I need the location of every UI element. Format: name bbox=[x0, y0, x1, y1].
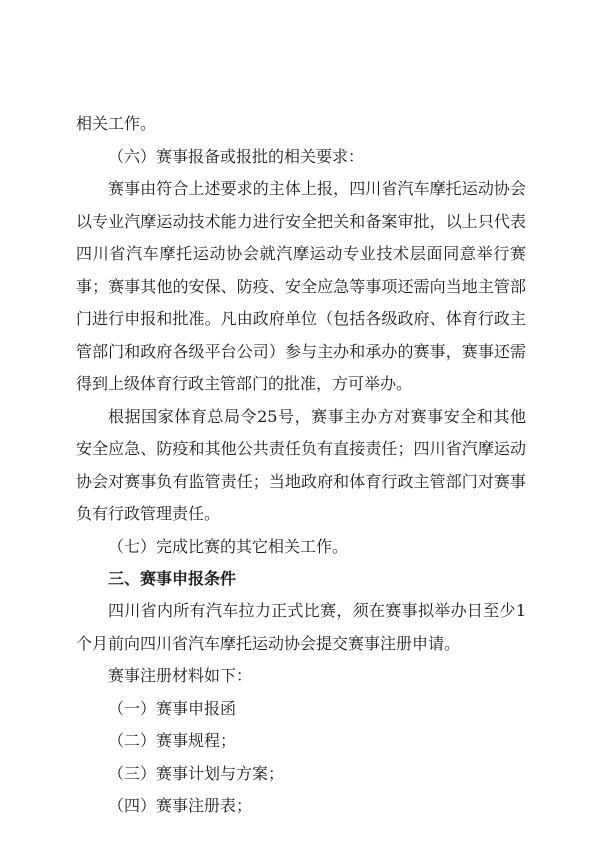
text-line: 协会对赛事负有监管责任；当地政府和体育行政主管部门对赛事 bbox=[76, 472, 526, 491]
list-item: （二）赛事规程； bbox=[108, 731, 237, 750]
list-item: （三）赛事计划与方案； bbox=[108, 764, 285, 783]
text-line: 得到上级体育行政主管部门的批准，方可举办。 bbox=[76, 374, 413, 393]
text-line: 安全应急、防疫和其他公共责任负有直接责任；四川省汽摩运动 bbox=[76, 439, 526, 458]
text-line: 赛事由符合上述要求的主体上报，四川省汽车摩托运动协会 bbox=[108, 179, 526, 198]
chapter-heading: 三、赛事申报条件 bbox=[108, 569, 237, 588]
text-line: 根据国家体育总局令25号，赛事主办方对赛事安全和其他 bbox=[108, 407, 526, 426]
text-line: 门进行申报和批准。凡由政府单位（包括各级政府、体育行政主 bbox=[76, 309, 526, 328]
text-line: 四川省汽车摩托运动协会就汽摩运动专业技术层面同意举行赛 bbox=[76, 244, 526, 263]
text-line: 相关工作。 bbox=[76, 114, 157, 133]
list-item: （一）赛事申报函 bbox=[108, 699, 237, 718]
text-line: 四川省内所有汽车拉力正式比赛，须在赛事拟举办日至少1 bbox=[108, 601, 526, 620]
text-line: 事；赛事其他的安保、防疫、安全应急等事项还需向当地主管部 bbox=[76, 277, 526, 296]
text-line: 负有行政管理责任。 bbox=[76, 504, 221, 523]
text-line: 个月前向四川省汽车摩托运动协会提交赛事注册申请。 bbox=[76, 634, 461, 653]
list-item: （四）赛事注册表； bbox=[108, 796, 253, 815]
section-heading-7: （七）完成比赛的其它相关工作。 bbox=[108, 537, 349, 556]
text-line: 赛事注册材料如下： bbox=[108, 666, 253, 685]
text-line: 管部门和政府各级平台公司）参与主办和承办的赛事，赛事还需 bbox=[76, 342, 526, 361]
section-heading-6: （六）赛事报备或报批的相关要求： bbox=[108, 147, 365, 166]
text-line: 以专业汽摩运动技术能力进行安全把关和备案审批，以上只代表 bbox=[76, 212, 526, 231]
